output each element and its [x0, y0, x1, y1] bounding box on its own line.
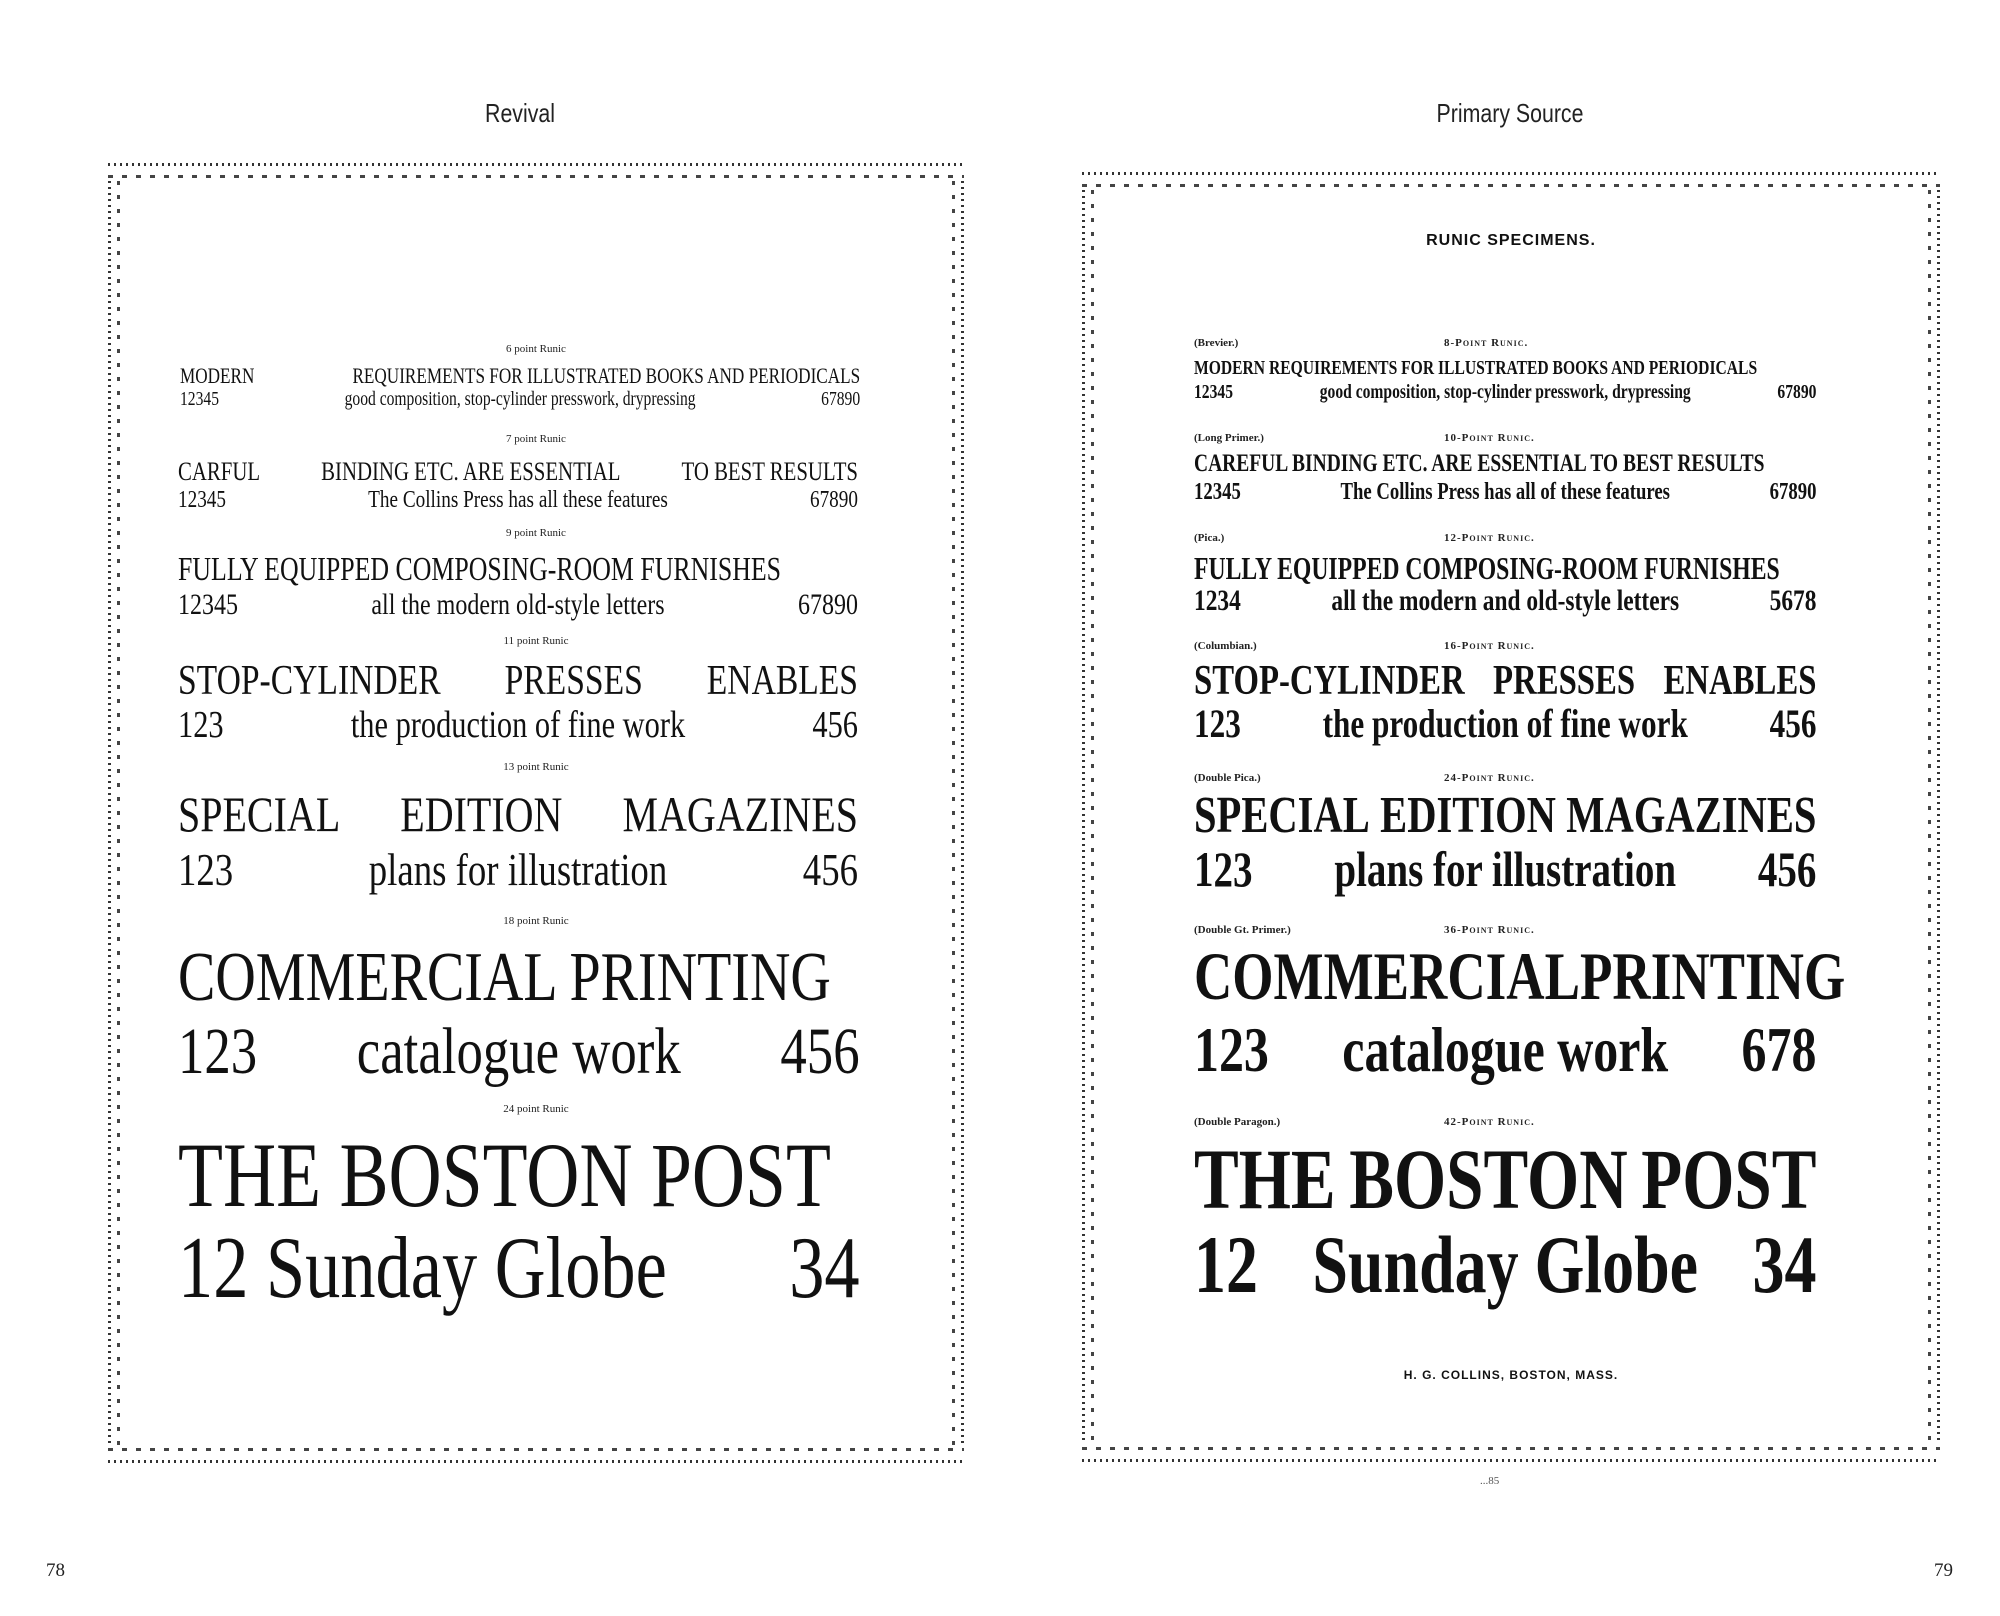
specimen-word: TO BEST RESULTS [681, 457, 858, 486]
specimen-word: BINDING ETC. ARE ESSENTIAL [321, 457, 621, 486]
specimen-line [178, 939, 860, 1016]
specimen-word: COMMERCIAL PRINTING [178, 939, 831, 1016]
specimen-word: 456 [780, 1015, 860, 1088]
specimen-line [178, 844, 858, 895]
body-name: (Pica.) [1194, 532, 1225, 544]
specimen-word: SPECIAL [1194, 787, 1370, 844]
body-name: (Columbian.) [1194, 640, 1257, 652]
left-page-header: Revival [485, 98, 555, 128]
specimen-word: 12345 [178, 588, 238, 621]
specimen-word: BOSTON [1349, 1131, 1628, 1227]
specimen-word: catalogue work [356, 1015, 681, 1088]
specimen-word: MAGAZINES [622, 786, 858, 842]
specimen-word: 678 [1741, 1014, 1817, 1085]
specimen-label: 9 point Runic [506, 527, 566, 539]
specimen-line [178, 706, 858, 744]
specimen-line [1194, 787, 1817, 844]
body-name: (Long Primer.) [1194, 432, 1264, 444]
size-caption-row [1194, 1116, 1816, 1128]
specimen-word: 12345 [1194, 381, 1233, 403]
specimen-word: The Collins Press has all these features [368, 487, 668, 513]
specimen-line [178, 786, 858, 842]
specimen-word: all the modern and old-style letters [1331, 584, 1680, 617]
specimen-word: 34 [789, 1220, 860, 1317]
specimen-word: 123 [178, 1015, 258, 1088]
specimen-word: 123 [178, 844, 234, 895]
specimen-line [1194, 382, 1816, 402]
specimen-line [1194, 1014, 1817, 1085]
specimen-word: 1234 [1194, 584, 1241, 617]
specimen-word: 12 [1194, 1219, 1258, 1310]
point-size-name: 42-Point Runic. [1444, 1116, 1535, 1128]
specimen-word: 456 [1769, 701, 1817, 746]
specimen-line [180, 389, 860, 409]
specimen-word: PRESSES [1493, 658, 1636, 704]
specimen-word: 456 [1757, 841, 1817, 897]
specimen-word: 67890 [809, 487, 858, 513]
specimen-word: CAREFUL BINDING ETC. ARE ESSENTIAL TO BEST RESULTS [1194, 450, 1765, 477]
specimen-word: COMMERCIAL [1194, 938, 1580, 1014]
specimen-word: 123 [1194, 1014, 1269, 1085]
specimen-word: 67890 [1777, 381, 1817, 403]
specimen-word: the production of fine work [1322, 701, 1688, 746]
specimen-line [1194, 1131, 1817, 1227]
ornamental-border-left [1082, 190, 1096, 1444]
specimen-label: 24 point Runic [503, 1103, 569, 1115]
body-name: (Double Pica.) [1194, 772, 1261, 784]
specimen-word: FULLY EQUIPPED COMPOSING-ROOM FURNISHES [178, 551, 782, 588]
specimen-word: plans for illustration [368, 844, 668, 895]
specimen-line [1194, 451, 1816, 476]
specimen-word: MODERN [180, 363, 255, 388]
size-caption-row [1194, 640, 1816, 652]
specimen-line [1194, 480, 1816, 504]
specimen-word: good composition, stop-cylinder presswork, drypressing [1319, 381, 1691, 403]
point-size-name: 12-Point Runic. [1444, 532, 1535, 544]
plate-number: ...85 [1480, 1475, 1500, 1487]
ornamental-border-bottom [108, 1445, 964, 1463]
point-size-name: 16-Point Runic. [1444, 640, 1535, 652]
specimen-word: the production of fine work [350, 704, 686, 746]
specimen-word: 5678 [1769, 584, 1817, 617]
specimen-line [1194, 938, 1846, 1014]
specimen-line [178, 488, 858, 512]
specimen-word: ENABLES [706, 658, 858, 704]
specimen-line [178, 1124, 860, 1226]
size-caption-row [1194, 532, 1816, 544]
size-caption-row [1194, 924, 1816, 936]
specimen-line [178, 459, 858, 485]
size-caption-row [1194, 772, 1816, 784]
specimen-word: MODERN REQUIREMENTS FOR ILLUSTRATED BOOKS AND PERIODICALS [1194, 357, 1758, 379]
specimen-word: STOP-CYLINDER [1194, 658, 1465, 704]
specimen-word: 67890 [1769, 479, 1817, 505]
right-page-header: Primary Source [1436, 98, 1584, 128]
specimen-word: 34 [1752, 1219, 1817, 1310]
specimen-label: 6 point Runic [506, 343, 566, 355]
specimen-word: PRINTING [1579, 938, 1846, 1014]
specimen-word: EDITION [1380, 787, 1556, 844]
specimen-line [1194, 552, 1816, 584]
point-size-name: 8-Point Runic. [1444, 337, 1529, 349]
specimen-line [178, 553, 862, 587]
specimen-line [180, 365, 860, 387]
specimen-line [178, 1220, 860, 1317]
specimen-line [178, 660, 858, 702]
specimen-word: 12345 [180, 388, 219, 410]
specimen-word: THE BOSTON POST [178, 1124, 831, 1226]
specimen-line [1194, 701, 1817, 746]
point-size-name: 24-Point Runic. [1444, 772, 1535, 784]
specimen-line [1194, 358, 1816, 378]
specimen-word: FULLY EQUIPPED COMPOSING-ROOM FURNISHES [1194, 550, 1780, 586]
specimen-word: plans for illustration [1334, 841, 1677, 897]
specimen-label: 13 point Runic [503, 761, 569, 773]
specimen-word: The Collins Press has all of these features [1340, 479, 1670, 505]
specimen-word: CARFUL [178, 457, 261, 486]
specimen-line [1194, 841, 1817, 897]
specimen-word: 12 Sunday Globe [178, 1220, 667, 1317]
point-size-name: 36-Point Runic. [1444, 924, 1535, 936]
specimen-word: ENABLES [1663, 658, 1817, 704]
specimen-label: 11 point Runic [503, 635, 569, 647]
ornamental-border-left [108, 181, 122, 1445]
specimen-word: PRESSES [504, 658, 643, 704]
specimen-word: POST [1641, 1131, 1817, 1227]
ornamental-border-right [950, 181, 964, 1445]
specimen-label: 18 point Runic [503, 915, 569, 927]
specimen-line [1194, 586, 1816, 616]
plate-imprint: H. G. COLLINS, BOSTON, MASS. [1403, 1368, 1619, 1382]
body-name: (Double Paragon.) [1194, 1116, 1281, 1128]
specimen-word: 67890 [798, 588, 858, 621]
specimen-line [178, 1015, 860, 1088]
specimen-word: SPECIAL [178, 786, 341, 842]
specimen-word: all the modern old-style letters [371, 588, 665, 621]
specimen-word: EDITION [400, 786, 563, 842]
revival-specimen-frame [108, 163, 964, 1463]
specimen-word: 12345 [1194, 479, 1241, 505]
specimen-word: MAGAZINES [1566, 787, 1817, 844]
specimen-word: REQUIREMENTS FOR ILLUSTRATED BOOKS AND PERIODICALS [352, 363, 861, 388]
point-size-name: 10-Point Runic. [1444, 432, 1535, 444]
specimen-word: catalogue work [1342, 1014, 1669, 1085]
specimen-word: 12345 [178, 487, 226, 513]
plate-title: RUNIC SPECIMENS. [1426, 232, 1596, 249]
specimen-word: 123 [178, 704, 224, 746]
ornamental-border-bottom [1082, 1444, 1940, 1462]
specimen-word: THE [1194, 1131, 1336, 1227]
ornamental-border-right [1926, 190, 1940, 1444]
ornamental-border-top [108, 163, 964, 181]
body-name: (Double Gt. Primer.) [1194, 924, 1291, 936]
specimen-line [1194, 660, 1816, 702]
specimen-label: 7 point Runic [506, 433, 566, 445]
specimen-word: STOP-CYLINDER [178, 658, 441, 704]
body-name: (Brevier.) [1194, 337, 1239, 349]
specimen-word: 67890 [821, 388, 861, 410]
primary-source-specimen-frame [1082, 172, 1940, 1462]
ornamental-border-top [1082, 172, 1940, 190]
specimen-word: 456 [812, 704, 858, 746]
specimen-line [178, 590, 858, 620]
size-caption-row [1194, 432, 1816, 444]
specimen-line [1194, 1219, 1817, 1310]
specimen-word: Sunday Globe [1312, 1219, 1699, 1310]
left-page-number: 78 [46, 1560, 65, 1581]
specimen-word: 123 [1194, 841, 1253, 897]
size-caption-row [1194, 337, 1816, 349]
specimen-word: 123 [1194, 701, 1241, 746]
right-page-number: 79 [1934, 1560, 1953, 1581]
specimen-word: 456 [802, 844, 858, 895]
specimen-word: good composition, stop-cylinder presswork, drypressing [344, 388, 696, 410]
